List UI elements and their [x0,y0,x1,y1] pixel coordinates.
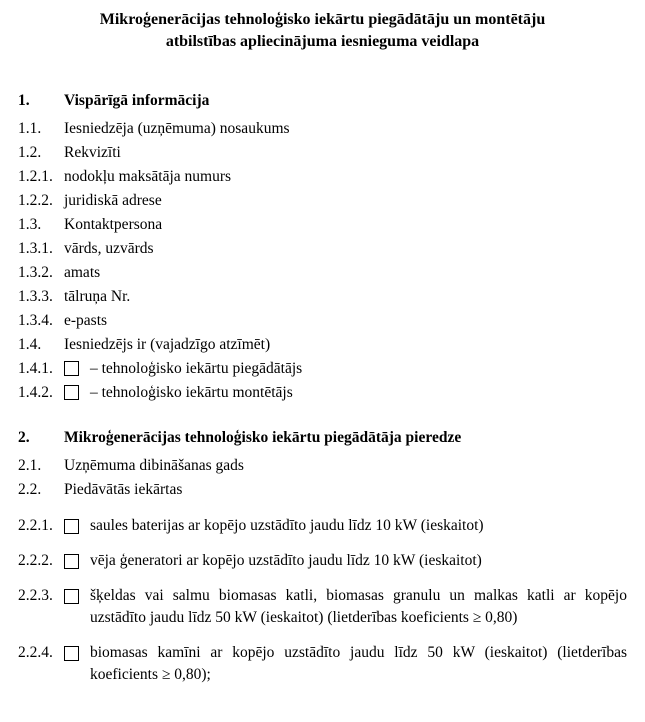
section-heading-text: Mikroģenerācijas tehnoloģisko iekārtu piegādātāja pieredze [64,429,462,446]
sections-container [18,89,627,686]
section-heading-text: Vispārīgā informācija [64,92,210,109]
form-item [18,189,627,213]
item-text: nodokļu maksātāja numurs [64,168,232,185]
form-item [18,478,627,502]
item-text: saules baterijas ar kopējo uzstādīto jaudu līdz 10 kW (ieskaitot) [90,517,484,534]
item-text: biomasas kamīni ar kopējo uzstādīto jaudu līdz 50 kW (ieskaitot) (lietderības koeficients ≥ 0,80); [90,644,627,683]
item-text: Piedāvātās iekārtas [64,481,183,498]
item-text: amats [64,264,101,281]
form-item [18,550,627,572]
title-line-1: Mikroģenerācijas tehnoloģisko iekārtu piegādātāju un montētāju [99,11,546,28]
item-number: 2.2. [18,481,42,498]
item-number: 1.4. [18,336,42,353]
checkbox[interactable] [64,361,79,376]
form-item [18,237,627,261]
item-text: e-pasts [64,312,108,329]
item-text: vēja ģeneratori ar kopējo uzstādīto jaudu līdz 10 kW (ieskaitot) [90,552,482,569]
item-text: šķeldas vai salmu biomasas katli, biomasas granulu un malkas katli ar kopējo uzstādīto jaudu līdz 50 kW (ieskaitot) (lietderības koeficients ≥ 0,80) [90,587,627,626]
item-text: vārds, uzvārds [64,240,154,257]
form-item [18,117,627,141]
item-number: 1.2.2. [18,192,53,209]
form-item [18,165,627,189]
section-heading [18,89,627,113]
form-section [18,426,627,686]
item-number: 1.3.1. [18,240,53,257]
item-number: 1.4.2. [18,384,53,401]
form-item [18,515,627,537]
item-text: Iesniedzēja (uzņēmuma) nosaukums [64,120,290,137]
item-number: 2.1. [18,457,42,474]
item-text: Uzņēmuma dibināšanas gads [64,457,244,474]
item-number: 1.4.1. [18,360,53,377]
form-item [18,642,627,686]
item-number: 1.3.4. [18,312,53,329]
checkbox[interactable] [64,519,79,534]
section-items [18,117,627,405]
item-text: – tehnoloģisko iekārtu piegādātājs [90,360,303,377]
item-number: 2.2.1. [18,517,53,534]
form-item [18,261,627,285]
item-number: 2.2.2. [18,552,53,569]
form-item [18,357,627,381]
title-line-2: atbilstības apliecinājuma iesnieguma veidlapa [165,33,480,50]
item-text: Iesniedzējs ir (vajadzīgo atzīmēt) [64,336,271,353]
item-text: – tehnoloģisko iekārtu montētājs [90,384,293,401]
section-number: 2. [18,429,30,446]
form-section [18,89,627,405]
item-text: juridiskā adrese [64,192,162,209]
item-number: 1.2.1. [18,168,53,185]
item-number: 1.1. [18,120,42,137]
checkbox[interactable] [64,589,79,604]
form-item [18,585,627,629]
item-number: 1.2. [18,144,42,161]
form-item [18,454,627,478]
item-number: 1.3.3. [18,288,53,305]
document-title [18,9,627,53]
form-item [18,381,627,405]
item-number: 1.3. [18,216,42,233]
form-item [18,141,627,165]
section-heading [18,426,627,450]
item-number: 2.2.4. [18,644,53,661]
item-text: tālruņa Nr. [64,288,131,305]
checkbox[interactable] [64,385,79,400]
checkbox[interactable] [64,554,79,569]
section-number: 1. [18,92,30,109]
item-number: 1.3.2. [18,264,53,281]
form-item [18,213,627,237]
form-item [18,309,627,333]
item-text: Kontaktpersona [64,216,163,233]
checkbox[interactable] [64,646,79,661]
form-item [18,333,627,357]
form-item [18,285,627,309]
item-text: Rekvizīti [64,144,121,161]
item-number: 2.2.3. [18,587,53,604]
section-items [18,454,627,686]
